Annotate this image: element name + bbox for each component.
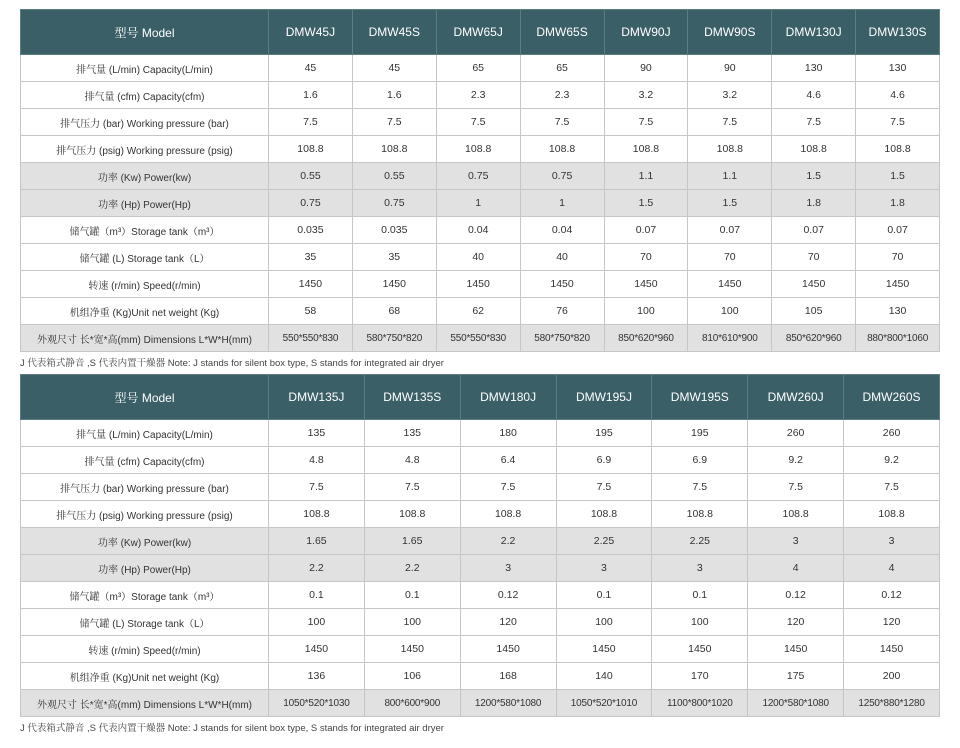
table-note: J 代表箱式静音 ,S 代表内置干燥器 Note: J stands for silent box type, S stands for integrated air dryer (20, 723, 444, 734)
table-row (21, 636, 940, 663)
table-cell: 7.5 (460, 474, 556, 501)
row-label: 功率 (Kw) Power(kw) (21, 528, 269, 555)
table-cell: 0.04 (520, 217, 604, 244)
table-cell: 6.9 (652, 447, 748, 474)
row-label: 功率 (Hp) Power(Hp) (21, 555, 269, 582)
table-cell: 3 (556, 555, 652, 582)
table-cell: 0.07 (856, 217, 940, 244)
table-cell: 100 (556, 609, 652, 636)
table-cell: 1.6 (352, 82, 436, 109)
table-cell: 7.5 (556, 474, 652, 501)
table-row (21, 690, 940, 717)
spec-table (20, 374, 940, 717)
table-cell: 4.8 (364, 447, 460, 474)
table-row (21, 420, 940, 447)
table-cell: 1450 (652, 636, 748, 663)
table-cell: 1.5 (604, 190, 688, 217)
table-cell: 1.5 (856, 163, 940, 190)
spec-table (20, 9, 940, 352)
table-cell: 1450 (436, 271, 520, 298)
table-cell: 135 (364, 420, 460, 447)
model-header: DMW45J (269, 10, 353, 55)
table-row (21, 474, 940, 501)
table-cell: 1.8 (772, 190, 856, 217)
table-cell: 1 (436, 190, 520, 217)
table-row (21, 501, 940, 528)
table-row (21, 136, 940, 163)
table-cell: 0.12 (460, 582, 556, 609)
model-header-label: 型号 Model (21, 10, 269, 55)
row-label: 转速 (r/min) Speed(r/min) (21, 271, 269, 298)
table-cell: 1450 (460, 636, 556, 663)
table-cell: 108.8 (269, 136, 353, 163)
row-label: 功率 (Kw) Power(kw) (21, 163, 269, 190)
spec-table-block-2 (20, 374, 940, 734)
table-cell: 168 (460, 663, 556, 690)
table-cell: 170 (652, 663, 748, 690)
row-label: 储气罐（m³）Storage tank（m³） (21, 582, 269, 609)
table-cell: 35 (352, 244, 436, 271)
table-cell: 180 (460, 420, 556, 447)
table-cell: 65 (436, 55, 520, 82)
table-cell: 2.2 (269, 555, 365, 582)
table-cell: 550*550*830 (269, 325, 353, 352)
table-cell: 2.2 (460, 528, 556, 555)
table-cell: 100 (364, 609, 460, 636)
table-row (21, 555, 940, 582)
row-label: 转速 (r/min) Speed(r/min) (21, 636, 269, 663)
table-cell: 4.6 (856, 82, 940, 109)
table-row (21, 244, 940, 271)
table-cell: 1450 (748, 636, 844, 663)
table-cell: 76 (520, 298, 604, 325)
table-cell: 130 (856, 298, 940, 325)
table-cell: 0.07 (772, 217, 856, 244)
table-cell: 1200*580*1080 (748, 690, 844, 717)
header-row (21, 10, 940, 55)
table-cell: 0.55 (269, 163, 353, 190)
model-header: DMW260S (844, 375, 940, 420)
table-cell: 70 (856, 244, 940, 271)
table-row (21, 190, 940, 217)
row-label: 排气量 (L/min) Capacity(L/min) (21, 55, 269, 82)
table-cell: 105 (772, 298, 856, 325)
row-label: 排气量 (cfm) Capacity(cfm) (21, 447, 269, 474)
table-cell: 0.1 (269, 582, 365, 609)
table-cell: 58 (269, 298, 353, 325)
table-cell: 100 (269, 609, 365, 636)
table-cell: 7.5 (604, 109, 688, 136)
table-cell: 3 (748, 528, 844, 555)
table-cell: 260 (844, 420, 940, 447)
table-cell: 580*750*820 (520, 325, 604, 352)
table-cell: 6.4 (460, 447, 556, 474)
table-cell: 100 (652, 609, 748, 636)
table-cell: 4.8 (269, 447, 365, 474)
row-label: 功率 (Hp) Power(Hp) (21, 190, 269, 217)
table-cell: 108.8 (652, 501, 748, 528)
table-cell: 45 (269, 55, 353, 82)
table-cell: 2.2 (364, 555, 460, 582)
table-cell: 7.5 (436, 109, 520, 136)
table-cell: 0.04 (436, 217, 520, 244)
table-cell: 65 (520, 55, 604, 82)
header-row (21, 375, 940, 420)
table-cell: 7.5 (772, 109, 856, 136)
table-cell: 108.8 (748, 501, 844, 528)
table-cell: 580*750*820 (352, 325, 436, 352)
row-label: 机组净重 (Kg)Unit net weight (Kg) (21, 663, 269, 690)
table-cell: 100 (688, 298, 772, 325)
table-cell: 40 (520, 244, 604, 271)
table-cell: 1250*880*1280 (844, 690, 940, 717)
table-cell: 0.75 (352, 190, 436, 217)
model-header: DMW135S (364, 375, 460, 420)
row-label: 排气量 (L/min) Capacity(L/min) (21, 420, 269, 447)
table-cell: 200 (844, 663, 940, 690)
table-cell: 35 (269, 244, 353, 271)
table-cell: 550*550*830 (436, 325, 520, 352)
row-label: 外观尺寸 长*宽*高(mm) Dimensions L*W*H(mm) (21, 325, 269, 352)
table-cell: 1450 (844, 636, 940, 663)
table-cell: 108.8 (772, 136, 856, 163)
table-row (21, 325, 940, 352)
table-cell: 2.3 (520, 82, 604, 109)
table-cell: 108.8 (688, 136, 772, 163)
table-cell: 195 (556, 420, 652, 447)
model-header: DMW65J (436, 10, 520, 55)
table-cell: 108.8 (352, 136, 436, 163)
table-cell: 7.5 (269, 474, 365, 501)
table-row (21, 528, 940, 555)
table-cell: 70 (604, 244, 688, 271)
table-cell: 7.5 (748, 474, 844, 501)
table-row (21, 609, 940, 636)
table-cell: 0.75 (269, 190, 353, 217)
table-cell: 1.65 (269, 528, 365, 555)
table-cell: 62 (436, 298, 520, 325)
table-row (21, 109, 940, 136)
model-header: DMW65S (520, 10, 604, 55)
table-cell: 4 (748, 555, 844, 582)
table-cell: 850*620*960 (772, 325, 856, 352)
table-row (21, 82, 940, 109)
table-cell: 880*800*1060 (856, 325, 940, 352)
table-cell: 800*600*900 (364, 690, 460, 717)
table-cell: 0.035 (269, 217, 353, 244)
table-cell: 850*620*960 (604, 325, 688, 352)
table-cell: 7.5 (352, 109, 436, 136)
model-header: DMW90J (604, 10, 688, 55)
table-cell: 0.07 (688, 217, 772, 244)
table-cell: 7.5 (269, 109, 353, 136)
table-cell: 108.8 (269, 501, 365, 528)
table-cell: 1.5 (688, 190, 772, 217)
model-header: DMW90S (688, 10, 772, 55)
table-cell: 7.5 (688, 109, 772, 136)
table-cell: 7.5 (652, 474, 748, 501)
table-cell: 1450 (856, 271, 940, 298)
table-cell: 2.25 (652, 528, 748, 555)
table-cell: 7.5 (364, 474, 460, 501)
table-row (21, 271, 940, 298)
row-label: 排气压力 (bar) Working pressure (bar) (21, 109, 269, 136)
model-header: DMW130S (856, 10, 940, 55)
table-cell: 175 (748, 663, 844, 690)
table-cell: 1200*580*1080 (460, 690, 556, 717)
table-cell: 1450 (688, 271, 772, 298)
table-cell: 0.12 (748, 582, 844, 609)
table-row (21, 163, 940, 190)
table-cell: 90 (604, 55, 688, 82)
table-cell: 0.1 (652, 582, 748, 609)
table-cell: 810*610*900 (688, 325, 772, 352)
table-cell: 0.75 (520, 163, 604, 190)
row-label: 排气压力 (bar) Working pressure (bar) (21, 474, 269, 501)
table-cell: 9.2 (844, 447, 940, 474)
table-cell: 1.65 (364, 528, 460, 555)
row-label: 储气罐 (L) Storage tank（L） (21, 244, 269, 271)
table-cell: 3 (652, 555, 748, 582)
table-cell: 1450 (556, 636, 652, 663)
table-cell: 120 (844, 609, 940, 636)
table-cell: 6.9 (556, 447, 652, 474)
table-cell: 108.8 (436, 136, 520, 163)
table-cell: 7.5 (856, 109, 940, 136)
table-cell: 260 (748, 420, 844, 447)
model-header: DMW195J (556, 375, 652, 420)
table-cell: 1.1 (604, 163, 688, 190)
table-cell: 1450 (364, 636, 460, 663)
table-cell: 108.8 (556, 501, 652, 528)
table-cell: 1050*520*1010 (556, 690, 652, 717)
table-cell: 3 (844, 528, 940, 555)
row-label: 外观尺寸 长*宽*高(mm) Dimensions L*W*H(mm) (21, 690, 269, 717)
table-cell: 1 (520, 190, 604, 217)
table-cell: 70 (688, 244, 772, 271)
table-cell: 0.035 (352, 217, 436, 244)
table-cell: 4 (844, 555, 940, 582)
row-label: 排气压力 (psig) Working pressure (psig) (21, 136, 269, 163)
table-cell: 0.1 (556, 582, 652, 609)
table-row (21, 447, 940, 474)
spec-table-block-1 (20, 9, 940, 369)
table-cell: 3 (460, 555, 556, 582)
table-cell: 3.2 (688, 82, 772, 109)
table-cell: 135 (269, 420, 365, 447)
row-label: 排气量 (cfm) Capacity(cfm) (21, 82, 269, 109)
table-cell: 1450 (772, 271, 856, 298)
table-cell: 0.55 (352, 163, 436, 190)
table-row (21, 663, 940, 690)
table-cell: 130 (856, 55, 940, 82)
table-cell: 1.5 (772, 163, 856, 190)
table-row (21, 55, 940, 82)
row-label: 机组净重 (Kg)Unit net weight (Kg) (21, 298, 269, 325)
table-cell: 108.8 (844, 501, 940, 528)
table-cell: 90 (688, 55, 772, 82)
table-cell: 1.8 (856, 190, 940, 217)
model-header: DMW180J (460, 375, 556, 420)
table-cell: 1450 (604, 271, 688, 298)
table-cell: 108.8 (856, 136, 940, 163)
table-cell: 68 (352, 298, 436, 325)
table-cell: 2.25 (556, 528, 652, 555)
table-row (21, 582, 940, 609)
model-header: DMW45S (352, 10, 436, 55)
table-cell: 120 (748, 609, 844, 636)
table-cell: 1450 (352, 271, 436, 298)
model-header: DMW130J (772, 10, 856, 55)
model-header-label: 型号 Model (21, 375, 269, 420)
model-header: DMW260J (748, 375, 844, 420)
table-cell: 7.5 (520, 109, 604, 136)
row-label: 储气罐（m³）Storage tank（m³） (21, 217, 269, 244)
table-cell: 108.8 (460, 501, 556, 528)
table-cell: 1050*520*1030 (269, 690, 365, 717)
table-cell: 136 (269, 663, 365, 690)
table-cell: 0.1 (364, 582, 460, 609)
table-cell: 40 (436, 244, 520, 271)
table-row (21, 217, 940, 244)
table-cell: 0.12 (844, 582, 940, 609)
table-cell: 1.6 (269, 82, 353, 109)
table-cell: 1450 (269, 271, 353, 298)
table-cell: 70 (772, 244, 856, 271)
table-cell: 0.75 (436, 163, 520, 190)
table-cell: 1450 (520, 271, 604, 298)
model-header: DMW135J (269, 375, 365, 420)
table-note: J 代表箱式静音 ,S 代表内置干燥器 Note: J stands for silent box type, S stands for integrated air dryer (20, 358, 444, 369)
table-cell: 7.5 (844, 474, 940, 501)
table-cell: 4.6 (772, 82, 856, 109)
table-cell: 1450 (269, 636, 365, 663)
table-row (21, 298, 940, 325)
table-cell: 108.8 (520, 136, 604, 163)
table-cell: 106 (364, 663, 460, 690)
table-cell: 1100*800*1020 (652, 690, 748, 717)
model-header: DMW195S (652, 375, 748, 420)
table-cell: 140 (556, 663, 652, 690)
table-cell: 3.2 (604, 82, 688, 109)
table-cell: 195 (652, 420, 748, 447)
row-label: 储气罐 (L) Storage tank（L） (21, 609, 269, 636)
table-cell: 2.3 (436, 82, 520, 109)
table-cell: 1.1 (688, 163, 772, 190)
table-cell: 100 (604, 298, 688, 325)
table-cell: 45 (352, 55, 436, 82)
table-cell: 9.2 (748, 447, 844, 474)
table-cell: 130 (772, 55, 856, 82)
table-cell: 0.07 (604, 217, 688, 244)
table-cell: 108.8 (364, 501, 460, 528)
table-cell: 108.8 (604, 136, 688, 163)
table-cell: 120 (460, 609, 556, 636)
row-label: 排气压力 (psig) Working pressure (psig) (21, 501, 269, 528)
